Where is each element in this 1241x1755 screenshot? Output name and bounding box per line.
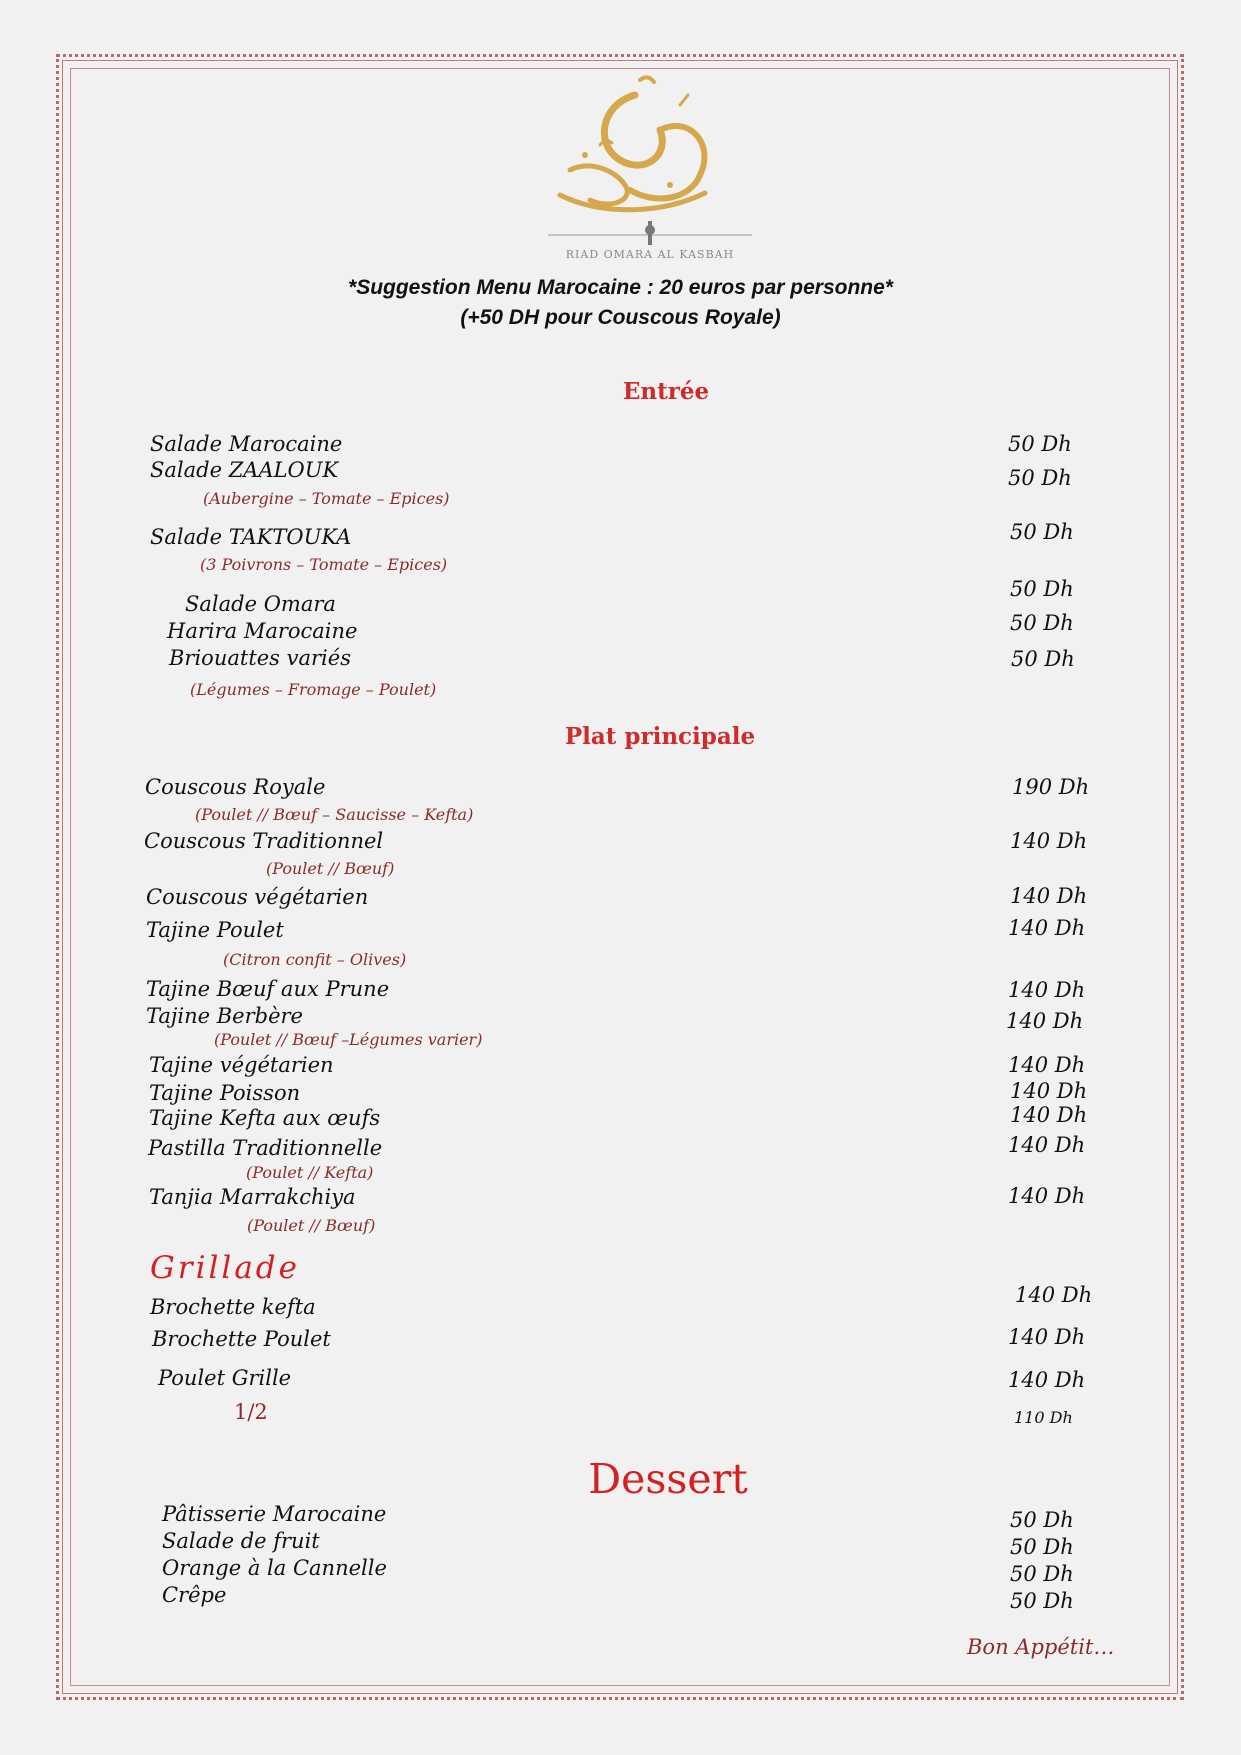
menu-item-price: 140 Dh — [1008, 1368, 1086, 1392]
menu-item-name: Tajine végétarien — [149, 1053, 334, 1077]
menu-item-price: 140 Dh — [1010, 1079, 1088, 1103]
menu-item-price: 140 Dh — [1008, 1325, 1086, 1349]
menu-item-name: Tanjia Marrakchiya — [149, 1185, 356, 1209]
menu-item-name: Couscous Traditionnel — [144, 829, 384, 853]
menu-item-price: 140 Dh — [1008, 916, 1086, 940]
menu-item-name: Tajine Berbère — [146, 1004, 303, 1028]
menu-item-price: 140 Dh — [1006, 1009, 1084, 1033]
menu-item-price: 50 Dh — [1010, 520, 1074, 544]
menu-item-price: 50 Dh — [1010, 577, 1074, 601]
menu-item-price: 50 Dh — [1010, 1508, 1074, 1532]
menu-item-price: 50 Dh — [1010, 1562, 1074, 1586]
menu-item-price: 140 Dh — [1008, 978, 1086, 1002]
menu-item-price: 140 Dh — [1008, 1053, 1086, 1077]
menu-item-name: Couscous végétarien — [146, 885, 369, 909]
menu-item-price: 140 Dh — [1015, 1283, 1093, 1307]
menu-item-name: Salade de fruit — [162, 1529, 320, 1553]
menu-item-name: Salade ZAALOUK — [150, 458, 339, 482]
menu-item-name: Poulet Grille — [158, 1366, 292, 1390]
brand-name: RIAD OMARA AL KASBAH — [565, 248, 735, 261]
section-title-entree: Entrée — [622, 378, 710, 405]
menu-item-price: 50 Dh — [1008, 432, 1072, 456]
menu-item-name: Brochette kefta — [150, 1295, 316, 1319]
calligraphy-logo-icon — [540, 75, 760, 265]
closing-text: Bon Appétit… — [967, 1635, 1115, 1659]
menu-item-name: Crêpe — [162, 1583, 227, 1607]
menu-item-note: (Poulet // Bœuf) — [266, 859, 395, 878]
section-title-dessert: Dessert — [588, 1455, 748, 1503]
menu-item-price: 190 Dh — [1012, 775, 1090, 799]
menu-item-note: (Poulet // Bœuf – Saucisse – Kefta) — [195, 805, 474, 824]
menu-item-note: (Légumes – Fromage – Poulet) — [190, 680, 437, 699]
menu-item-name: Tajine Poulet — [146, 918, 284, 942]
menu-item-price: 50 Dh — [1011, 647, 1075, 671]
menu-item-price: 50 Dh — [1008, 466, 1072, 490]
menu-item-name: Tajine Poisson — [149, 1081, 301, 1105]
menu-item-name: Salade TAKTOUKA — [150, 525, 352, 549]
menu-item-name: Brochette Poulet — [152, 1327, 331, 1351]
menu-item-note: (Poulet // Bœuf) — [247, 1216, 376, 1235]
menu-item-price: 140 Dh — [1010, 829, 1088, 853]
menu-item-name: Pâtisserie Marocaine — [162, 1502, 387, 1526]
menu-suggestion-headline: *Suggestion Menu Marocaine : 20 euros par personne* — [348, 276, 893, 299]
menu-item-price: 110 Dh — [1014, 1408, 1073, 1427]
menu-item-name: Harira Marocaine — [167, 619, 358, 643]
menu-item-note: (3 Poivrons – Tomate – Epices) — [200, 555, 448, 574]
section-title-grillade: Grillade — [150, 1250, 300, 1286]
menu-item-name: Salade Marocaine — [150, 432, 343, 456]
menu-item-name: Pastilla Traditionnelle — [148, 1136, 383, 1160]
menu-item-name: Orange à la Cannelle — [162, 1556, 387, 1580]
menu-item-name: Tajine Bœuf aux Prune — [146, 977, 390, 1001]
menu-item-price: 140 Dh — [1008, 1184, 1086, 1208]
menu-item-note: (Poulet // Kefta) — [246, 1163, 374, 1182]
menu-item-price: 140 Dh — [1010, 884, 1088, 908]
menu-item-name: Tajine Kefta aux œufs — [149, 1106, 381, 1130]
menu-item-name: 1/2 — [234, 1400, 268, 1424]
menu-item-price: 140 Dh — [1010, 1103, 1088, 1127]
menu-item-note: (Citron confit – Olives) — [223, 950, 407, 969]
menu-item-price: 50 Dh — [1010, 611, 1074, 635]
menu-item-price: 140 Dh — [1008, 1133, 1086, 1157]
menu-item-name: Couscous Royale — [145, 775, 326, 799]
menu-item-price: 50 Dh — [1010, 1589, 1074, 1613]
menu-item-name: Briouattes variés — [169, 646, 351, 670]
menu-item-note: (Poulet // Bœuf –Légumes varier) — [214, 1030, 483, 1049]
menu-item-name: Salade Omara — [185, 592, 336, 616]
menu-item-price: 50 Dh — [1010, 1535, 1074, 1559]
menu-item-note: (Aubergine – Tomate – Epices) — [203, 489, 450, 508]
menu-suggestion-subline: (+50 DH pour Couscous Royale) — [460, 306, 781, 329]
section-title-plat-principale: Plat principale — [564, 723, 756, 750]
